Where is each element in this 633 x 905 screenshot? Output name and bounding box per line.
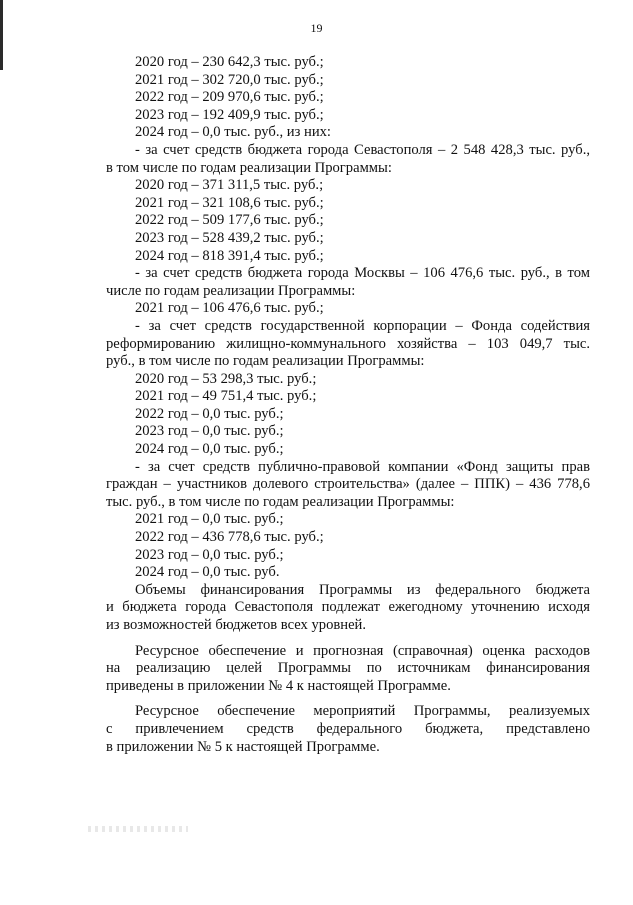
text-line: 2021 год – 0,0 тыс. руб.;: [135, 511, 284, 528]
text-line: руб., в том числе по годам реализации Программы:: [106, 353, 425, 370]
text-line: Ресурсное обеспечение и прогнозная (справочная) оценка расходов: [135, 642, 590, 659]
text-line: 2020 год – 230 642,3 тыс. руб.;: [135, 54, 324, 70]
text-line: 2024 год – 0,0 тыс. руб., из них:: [135, 124, 331, 141]
text-line: 2021 год – 302 720,0 тыс. руб.;: [135, 71, 324, 88]
paragraph-gap: [106, 635, 590, 643]
text-line: в приложении № 5 к настоящей Программе.: [106, 738, 380, 755]
text-line: граждан – участников долевого строительства» (далее – ППК) – 436 778,6: [106, 476, 590, 493]
scan-page-edge: [0, 0, 3, 70]
text-line: 2023 год – 0,0 тыс. руб.;: [135, 423, 284, 440]
text-line: 2021 год – 106 476,6 тыс. руб.;: [135, 300, 324, 317]
text-line: числе по годам реализации Программы:: [106, 282, 356, 299]
text-line: из возможностей бюджетов всех уровней.: [106, 617, 367, 633]
text-line: 2024 год – 0,0 тыс. руб.: [135, 564, 280, 581]
text-line: - за счет средств бюджета города Севастополя – 2 548 428,3 тыс. руб.,: [135, 141, 590, 158]
text-line: 2022 год – 0,0 тыс. руб.;: [135, 405, 284, 422]
text-line: реформированию жилищно-коммунального хозяйства – 103 049,7 тыс.: [106, 335, 590, 352]
scan-artifact: [88, 826, 188, 832]
text-line: 2024 год – 0,0 тыс. руб.;: [135, 441, 284, 458]
text-line: на реализацию целей Программы по источникам финансирования: [106, 660, 590, 677]
text-line: в том числе по годам реализации Программы:: [106, 159, 392, 176]
text-line: 2020 год – 53 298,3 тыс. руб.;: [135, 370, 317, 387]
text-line: 2023 год – 0,0 тыс. руб.;: [135, 546, 284, 563]
document-body: [106, 54, 590, 756]
text-line: 2024 год – 818 391,4 тыс. руб.;: [135, 247, 324, 264]
text-line: Ресурсное обеспечение мероприятий Программы, реализуемых: [135, 703, 590, 720]
text-line: тыс. руб., в том числе по годам реализации Программы:: [106, 493, 455, 510]
text-line: Объемы финансирования Программы из федерального бюджета: [135, 581, 590, 598]
text-line: 2023 год – 192 409,9 тыс. руб.;: [135, 106, 324, 123]
text-line: 2021 год – 321 108,6 тыс. руб.;: [135, 194, 324, 211]
text-line: 2022 год – 436 778,6 тыс. руб.;: [135, 529, 324, 546]
text-line: 2020 год – 371 311,5 тыс. руб.;: [135, 177, 324, 194]
text-line: 2022 год – 209 970,6 тыс. руб.;: [135, 89, 324, 106]
text-line: - за счет средств публично-правовой компании «Фонд защиты прав: [135, 458, 590, 475]
page-number: 19: [310, 21, 323, 35]
paragraph-gap: [106, 695, 590, 703]
text-line: и бюджета города Севастополя подлежат ежегодному уточнению исходя: [106, 599, 590, 616]
text-line: - за счет средств государственной корпорации – Фонда содействия: [135, 317, 590, 334]
text-line: 2021 год – 49 751,4 тыс. руб.;: [135, 388, 317, 405]
text-line: приведены в приложении № 4 к настоящей Программе.: [106, 677, 451, 694]
text-line: с привлечением средств федерального бюджета, представлено: [106, 720, 590, 737]
text-line: 2023 год – 528 439,2 тыс. руб.;: [135, 229, 324, 246]
text-line: 2022 год – 509 177,6 тыс. руб.;: [135, 212, 324, 229]
text-line: - за счет средств бюджета города Москвы – 106 476,6 тыс. руб., в том: [135, 265, 590, 282]
